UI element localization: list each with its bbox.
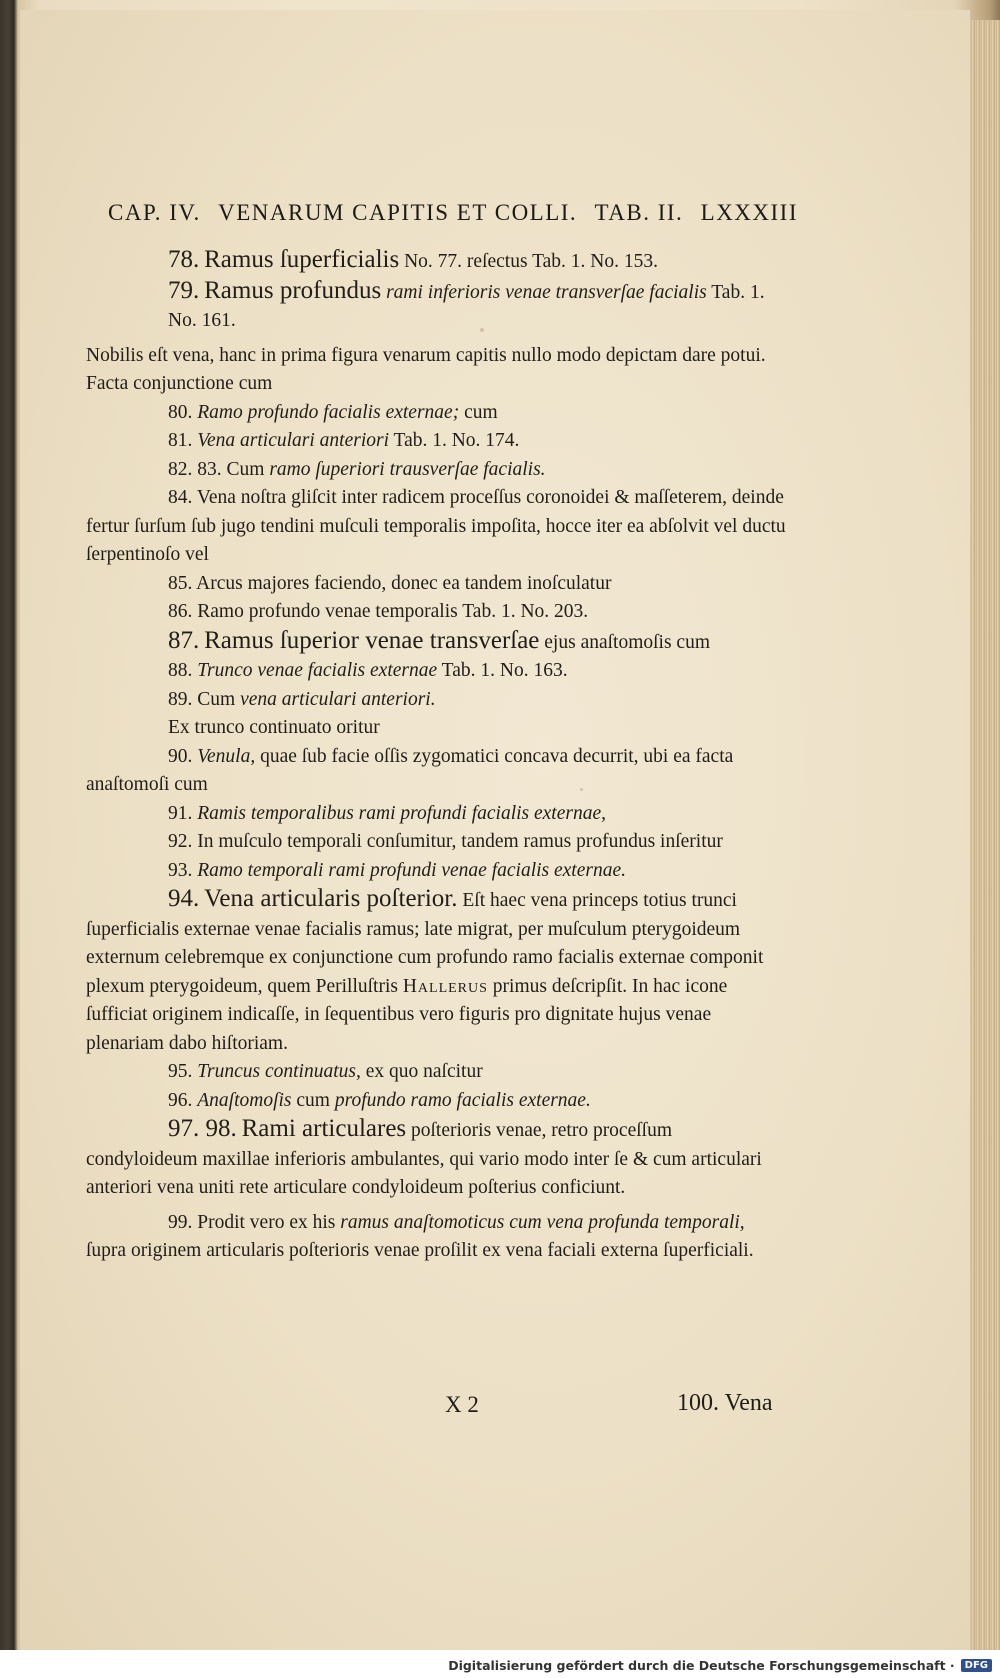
- dfg-credit: [448, 1658, 992, 1673]
- header-title: VENARUM CAPITIS ET COLLI.: [218, 200, 578, 225]
- entry-84: 84. Vena noſtra gliſcit inter radicem proceſſus coronoidei & maſſeterem, deinde fertur ſurſum ſub jugo tendini muſculi temporalis impoſita, hocce iter ea abſolvit vel ductu ſerpentinoſo vel: [86, 487, 786, 565]
- chapter-label: CAP. IV.: [108, 200, 201, 225]
- page-edge: [965, 20, 1000, 1660]
- table-label: TAB. II.: [594, 200, 684, 225]
- entry-87: 87. Ramus ſuperior venae transverſae ejus anaſtomoſis cum: [168, 626, 711, 654]
- catchword: 100. Vena: [677, 1390, 773, 1416]
- page-body: [86, 246, 786, 1266]
- entry-94: 94. Vena articularis poſterior. Eſt haec vena princeps totius trunci ſuperficialis externae venae facialis ramus; late migrat, per muſculum pterygoideum externum celebremque ex conjunctione cum profundo ramo facialis externae componit plexum pterygoideum, quem Perilluſtris Hallerus primus deſcripſit. In hac icone ſufficiat originem indicaſſe, in ſequentibus vero figuris pro dignitate hujus venae plenariam dabo hiſtoriam.: [86, 885, 764, 1054]
- entry-80: 80. Ramo profundo facialis externae; cum: [168, 401, 498, 423]
- entry-86: 86. Ramo profundo venae temporalis Tab. 1. No. 203.: [168, 601, 589, 622]
- entry-95: 95. Truncus continuatus, ex quo naſcitur: [168, 1061, 483, 1082]
- line-ex-trunco: Ex trunco continuato oritur: [168, 717, 380, 738]
- page-number: LXXXIII: [700, 200, 798, 225]
- entry-99: 99. Prodit vero ex his ramus anaſtomoticus cum vena profunda temporali, ſupra originem articularis poſterioris venae proſilit ex vena faciali externa ſuperficiali.: [86, 1211, 754, 1261]
- entry-79: 79. Ramus profundus rami inferioris venae transverſae facialis Tab. 1. No. 161.: [168, 276, 765, 331]
- dfg-logo: DFG: [961, 1659, 992, 1672]
- entry-96: 96. Anaſtomoſis cum profundo ramo facialis externae.: [168, 1089, 591, 1111]
- paragraph-nobilis: Nobilis eſt vena, hanc in prima figura venarum capitis nullo modo depictam dare potui. Facta conjunctione cum: [86, 344, 766, 394]
- entry-78: 78. Ramus ſuperficialis No. 77. reſectus Tab. 1. No. 153.: [168, 246, 658, 273]
- entry-82-83: 82. 83. Cum ramo ſuperiori trausverſae facialis.: [168, 458, 546, 480]
- credit-bar: [0, 1650, 1000, 1678]
- entry-81: 81. Vena articulari anteriori Tab. 1. No. 174.: [168, 430, 520, 451]
- entry-90: 90. Venula, quae ſub facie oſſis zygomatici concava decurrit, ubi ea facta anaſtomoſi cum: [86, 745, 734, 795]
- entry-93: 93. Ramo temporali rami profundi venae facialis externae.: [168, 859, 626, 881]
- entry-92: 92. In muſculo temporali conſumitur, tandem ramus profundus inſeritur: [168, 831, 723, 852]
- signature-mark: X 2: [445, 1392, 479, 1417]
- entry-85: 85. Arcus majores faciendo, donec ea tandem inoſculatur: [168, 572, 612, 594]
- entry-97-98: 97. 98. Rami articulares poſterioris venae, retro proceſſum condyloideum maxillae inferioris ambulantes, qui vario modo inter ſe & cum articulari anteriori vena uniti rete articulare condyloideum poſterius conficiunt.: [86, 1115, 762, 1198]
- credit-text: Digitalisierung gefördert durch die Deutsche Forschungsgemeinschaft ·: [448, 1658, 955, 1673]
- entry-88: 88. Trunco venae facialis externae Tab. 1. No. 163.: [168, 660, 568, 681]
- entry-91: 91. Ramis temporalibus rami profundi facialis externae,: [168, 802, 606, 824]
- entry-89: 89. Cum vena articulari anteriori.: [168, 688, 436, 710]
- running-header: [108, 200, 798, 226]
